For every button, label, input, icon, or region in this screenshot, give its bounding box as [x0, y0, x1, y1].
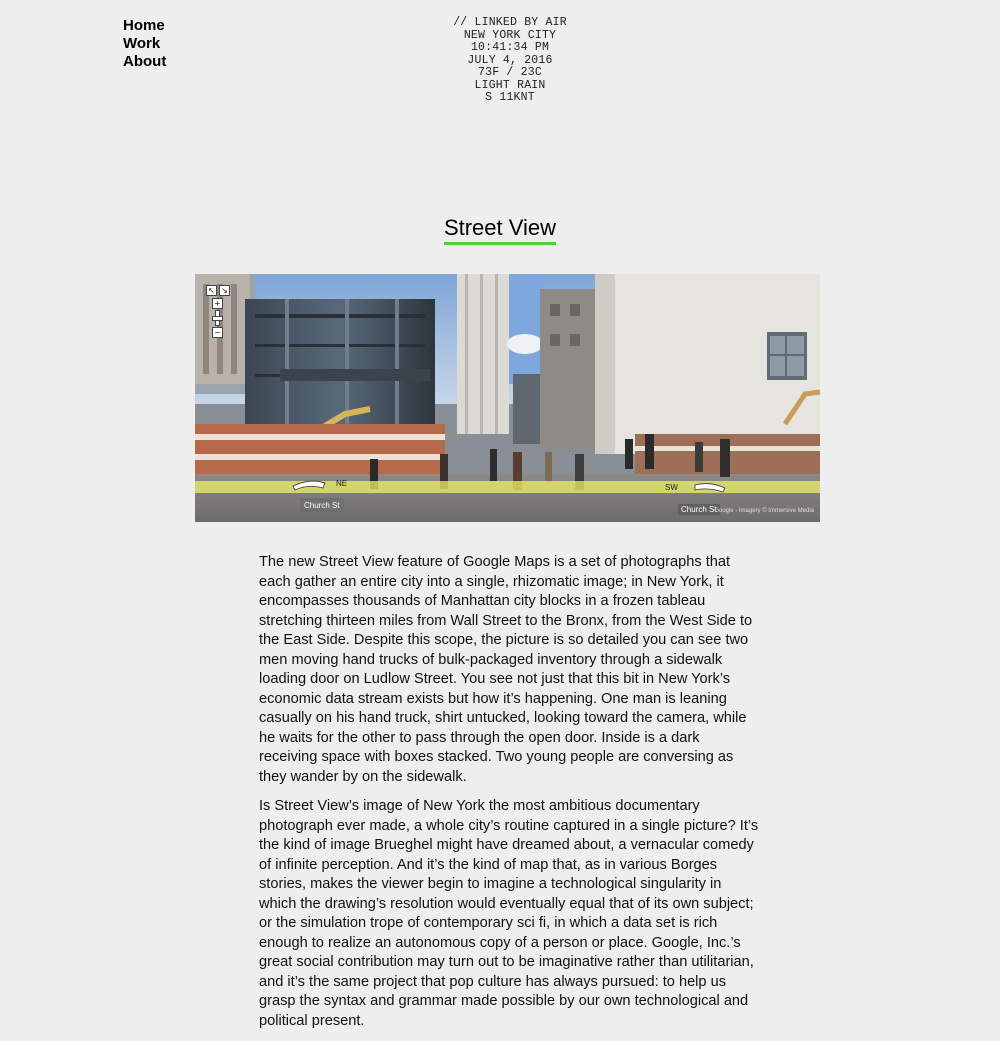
- article-paragraph: The new Street View feature of Google Maps is a set of photographs that each gather an entire city into a single, rhizomatic image; in New York, it encompasses thousands of Manhattan city blocks in a frozen tableau stretching thirteen miles from Wall Street to the Bronx, from the West Side to the East Side. Despite this scope, the picture is so detailed you can see two men moving hand trucks of bulk-packaged inventory through a sidewalk loading door on Ludlow Street. You see not just that this bit in New York’s economic data stream exists but how it’s happening. One man is leaning casually on his hand truck, shirt untucked, looking toward the camera, while he waits for the other to pass through the open door. Inside is a dark receiving space with boxes stacked. Two young people are conversing as they wander by on the sidewalk.: [259, 554, 753, 785]
- nav-about-link[interactable]: About: [123, 53, 167, 70]
- info-date: JULY 4, 2016: [467, 53, 553, 67]
- article-body: [259, 553, 759, 1041]
- street-view-panorama[interactable]: [195, 274, 820, 522]
- street-label-left: Church St: [300, 498, 344, 513]
- expand-right-icon[interactable]: ↘: [219, 285, 230, 296]
- zoom-out-button[interactable]: −: [212, 327, 223, 338]
- article-paragraph: Is Street View’s image of New York the most ambitious documentary photograph ever made, a whole city’s routine captured in a single picture? It’s the kind of image Brueghel might have dreamed about, a vernacular comedy of infinite perception. And it’s the kind of map that, as in various Borges stories, makes the viewer begin to imagine a technological singularity in which the drawing’s resolution would eventually equal that of its own subject; or the simulation trope of contemporary sci fi, in which a data set is rich enough to realize an autonomous copy of a person or place. Google, Inc.’s great social contribution may turn out to be imaginative rather than utilitarian, and it’s the same project that pop culture has always pursued: to help us grasp the syntax and grammar made possible by our own technological and political present.: [259, 798, 759, 1029]
- nav-home-link[interactable]: Home: [123, 17, 165, 34]
- expand-left-icon[interactable]: ↖: [206, 285, 217, 296]
- street-view-image: [195, 274, 820, 522]
- zoom-slider[interactable]: [215, 310, 220, 326]
- map-zoom-controls: [206, 285, 230, 338]
- street-label-right: Church St: [678, 504, 720, 515]
- info-wind: S 11KNT: [485, 91, 535, 104]
- info-temperature: 73F / 23C: [478, 66, 542, 79]
- info-city: NEW YORK CITY: [463, 28, 557, 42]
- city-info-box: [410, 17, 610, 105]
- page-title: Street View: [444, 215, 556, 245]
- info-weather: LIGHT RAIN: [474, 78, 546, 92]
- direction-label-sw: SW: [665, 483, 678, 492]
- zoom-in-button[interactable]: +: [212, 298, 223, 309]
- info-time: 10:41:34 PM: [470, 41, 550, 54]
- direction-label-ne: NE: [336, 479, 348, 488]
- nav-work-link[interactable]: Work: [123, 35, 161, 52]
- imagery-copyright: Google - Imagery © Immersive Media: [714, 508, 814, 514]
- info-brand: // LINKED BY AIR: [453, 16, 567, 29]
- main-nav: [123, 17, 166, 71]
- title-wrap: [0, 215, 1000, 245]
